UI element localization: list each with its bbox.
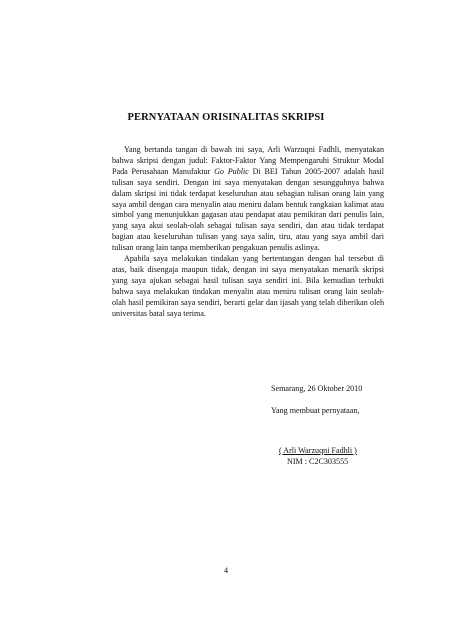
- page-title: PERNYATAAN ORISINALITAS SKRIPSI: [127, 112, 325, 123]
- declarant-label: Yang membuat pernyataan,: [271, 406, 360, 415]
- paragraph-1-start: Yang bertanda tangan di bawah ini saya, Arli Warzuqni Fadhli, menyatakan bahwa skripsi dengan judul: Faktor-Faktor Yang Mempengaruhi Struktur Modal Pada Perusahaan Manufaktur: [112, 145, 384, 176]
- paragraph-1: [112, 145, 384, 254]
- signer-name: ( Arli Warzuqni Fadhli ): [279, 446, 357, 455]
- statement-body: [112, 145, 384, 320]
- nim-label: NIM : C2C303555: [287, 457, 349, 466]
- paragraph-1-end: Di BEI Tahun 2005-2007 adalah hasil tulisan saya sendiri. Dengan ini saya menyatakan dengan sesungguhnya bahwa dalam skripsi ini tidak terdapat keseluruhan atau sebagian tulisan orang lain yang saya ambil dengan cara menyalin atau meniru dalam bentuk rangkaian kalimat atau simbol yang menunjukkan gagasan atau pendapat atau pemikiran dari penulis lain, yang saya akui seolah-olah sebagai tulisan saya sendiri, dan atau tidak terdapat bagian atau keseluruhan tulisan yang saya salin, tiru, atau yang saya ambil dari tulisan orang lain tanpa memberikan pengakuan penulis aslinya.: [112, 166, 384, 253]
- place-date: Semarang, 26 Oktober 2010: [271, 384, 363, 393]
- page-number: 4: [223, 566, 229, 575]
- paragraph-1-italic: Go Public: [214, 166, 249, 176]
- paragraph-2: Apabila saya melakukan tindakan yang bertentangan dengan hal tersebut di atas, baik disengaja maupun tidak, dengan ini saya menyatakan menarik skripsi yang saya ajukan sebagai hasil tulisan saya sendiri ini. Bila kemudian terbukti bahwa saya melakukan tindakan menyalin atau meniru tulisan orang lain seolah-olah hasil pemikiran saya sendiri, berarti gelar dan ijasah yang telah diberikan oleh universitas batal saya terima.: [112, 254, 384, 318]
